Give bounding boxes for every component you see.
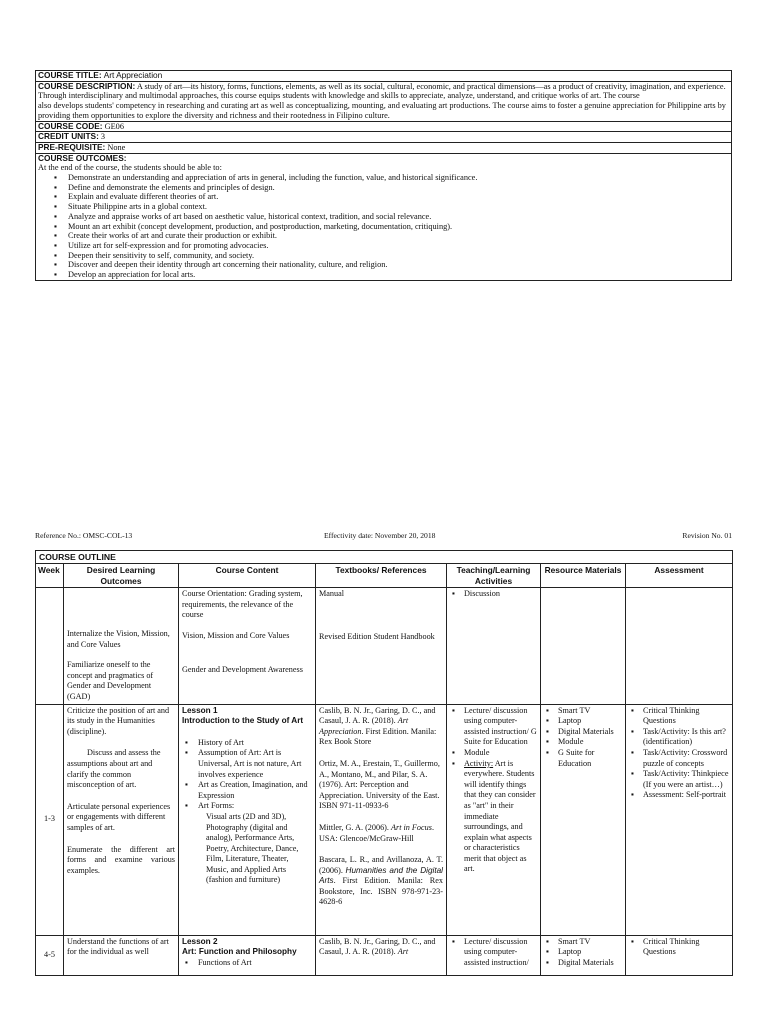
outcome-text: Understand the functions of art for the individual as well [67, 936, 169, 957]
course-code-cell [36, 121, 732, 132]
course-outcomes-list [38, 173, 729, 280]
outcome-text: Familiarize oneself to the concept and pragmatics of Gender and Development (GAD) [67, 660, 154, 701]
course-code-label: COURSE CODE: [38, 120, 103, 131]
course-description-line2: Through interdisciplinary and multimodal approaches, this course equips students with knowledge and skills to appreciate, analyze, understand, and critique works of art. The course [38, 91, 640, 101]
credit-units-cell [36, 132, 732, 143]
reference-entry [319, 855, 443, 908]
reference-title: Humanities and the Digital Arts [319, 865, 443, 886]
header-assessment: Assessment [626, 564, 733, 588]
learning-outcomes-cell [64, 935, 179, 975]
topic-item: ▪ History of Art [182, 738, 312, 749]
resources-cell [541, 588, 626, 705]
activities-list [450, 589, 537, 600]
activity-item: ▪ Lecture/ discussion using computer-assisted instruction/ [450, 937, 537, 969]
content-text: Vision, Mission and Core Values [182, 630, 290, 640]
course-outline-title-row [36, 551, 733, 564]
references-cell [316, 704, 447, 935]
outcome-item: ▪ Mount an art exhibit (concept development, production, and postproduction, marketing, documentation, critiquing). [38, 222, 729, 232]
activity-item: ▪ Module [450, 748, 537, 759]
outcome-item: ▪ Define and demonstrate the elements and principles of design. [38, 183, 729, 193]
resource-item: ▪ Digital Materials [544, 958, 622, 969]
course-title-row [36, 71, 732, 82]
activity-text: Art is everywhere. Students will identify things that they can consider as "art" in their immediate surroundings, and explain what aspects or characteristics merit that object as art. [464, 758, 536, 874]
prerequisite-cell [36, 142, 732, 153]
resource-item: ▪ Laptop [544, 947, 622, 958]
assessment-list [629, 937, 729, 958]
outcome-text: Internalize the Vision, Mission, and Core Values [67, 629, 170, 649]
reference-title: Art [397, 947, 409, 957]
resource-item: ▪ G Suite for Education [544, 748, 622, 769]
resources-list [544, 937, 622, 969]
learning-outcomes-cell [64, 588, 179, 705]
activity-item: ▪ Lecture/ discussion using computer-assisted instruction/ G Suite for Education [450, 706, 537, 748]
prerequisite-label: PRE-REQUISITE: [38, 141, 106, 152]
topics-list [182, 738, 312, 886]
assessment-item: ▪ Assessment: Self-portrait [629, 790, 729, 801]
revision-number: Revision No. 01 [682, 531, 732, 540]
outcome-text: Discuss and assess the assumptions about art and clarify the common misconception of art. [67, 748, 161, 790]
reference-publisher: . First Edition. Manila: Rex Bookstore, Inc. ISBN 978-971-23-4628-6 [319, 876, 443, 907]
reference-publisher: . First Edition. Manila: Rex Book Store [319, 726, 437, 747]
topic-item: ▪ Art as Creation, Imagination, and Expression [182, 780, 312, 801]
lesson-title: Introduction to the Study of Art [182, 716, 304, 726]
course-title-label: COURSE TITLE: [38, 70, 102, 80]
lesson-number: Lesson 1 [182, 705, 218, 715]
header-learning-outcomes: Desired Learning Outcomes [64, 564, 179, 588]
reference-entry [319, 823, 443, 844]
outline-row-orientation [36, 588, 733, 705]
credit-units-label: CREDIT UNITS: [38, 131, 99, 142]
outcome-item: ▪ Utilize art for self-expression and for promoting advocacies. [38, 241, 729, 251]
activities-cell [447, 704, 541, 935]
activity-item [450, 759, 537, 876]
resources-cell [541, 935, 626, 975]
reference-authors: Mittler, G. A. (2006). [319, 822, 389, 832]
reference-text: Manual [319, 589, 345, 598]
course-description-label: COURSE DESCRIPTION: [38, 80, 136, 91]
reference-text: Revised Edition Student Handbook [319, 631, 435, 641]
outcome-item: ▪ Discover and deepen their identity through art concerning their nationality, culture, and religion. [38, 260, 729, 270]
resource-item: ▪ Smart TV [544, 706, 622, 717]
content-text: Gender and Development Awareness [182, 665, 303, 675]
outcome-text: Articulate personal experiences or engagements with different samples of art. [67, 801, 171, 832]
lesson-number: Lesson 2 [182, 936, 218, 946]
topic-item [182, 801, 312, 886]
assessment-cell [626, 588, 733, 705]
outcome-text: Enumerate the different art forms and examine various examples. [67, 844, 175, 875]
outcome-item: ▪ Develop an appreciation for local arts. [38, 270, 729, 280]
content-text: Course Orientation: Grading system, requirements, the relevance of the course [182, 589, 303, 620]
header-course-content: Course Content [179, 564, 316, 588]
header-references: Textbooks/ References [316, 564, 447, 588]
outcome-item: ▪ Explain and evaluate different theories of art. [38, 192, 729, 202]
prerequisite-value: None [107, 142, 126, 152]
assessment-list [629, 706, 729, 801]
course-code-row [36, 121, 732, 132]
topic-label: Art Forms: [198, 801, 235, 811]
prerequisite-row [36, 142, 732, 153]
course-description-row [36, 81, 732, 121]
topic-item: ▪ Assumption of Art: Art is Universal, Art is not nature, Art involves experience [182, 748, 312, 780]
resource-item: ▪ Laptop [544, 716, 622, 727]
course-outcomes-row [36, 153, 732, 280]
topics-list [182, 958, 312, 969]
course-description-cell [36, 81, 732, 121]
outcome-item: ▪ Deepen their sensitivity to self, community, and society. [38, 251, 729, 261]
course-code-value: GE06 [104, 121, 124, 131]
week-number: 1-3 [36, 704, 64, 935]
reference-authors: Caslib, B. N. Jr., Garing, D. C., and Casaul, J. A. R. (2018). [319, 705, 436, 726]
course-description-line4: providing them opportunities to explore the diversity and richness and their rootedness in Filipino culture. [38, 110, 390, 120]
reference-authors: Bascara, L. R., and Avillanoza, A. T. (2006). [319, 855, 443, 875]
course-content-cell [179, 704, 316, 935]
assessment-item: ▪ Critical Thinking Questions [629, 706, 729, 727]
assessment-item: ▪ Critical Thinking Questions [629, 937, 729, 958]
assessment-cell [626, 704, 733, 935]
resource-item: ▪ Digital Materials [544, 727, 622, 738]
course-content-cell [179, 588, 316, 705]
reference-authors: Caslib, B. N. Jr., Garing, D. C., and Casaul, J. A. R. (2018). [319, 936, 436, 957]
topic-subtext: Visual arts (2D and 3D), Photography (digital and analog), Performance Arts, Poetry, Architecture, Dance, Film, Literature, Theater, Music, and Applied Arts (fashion and furniture) [206, 811, 299, 885]
course-outcomes-label: COURSE OUTCOMES: [38, 152, 127, 163]
assessment-item: ▪ Task/Activity: Crossword puzzle of concepts [629, 748, 729, 769]
lesson-title: Art: Function and Philosophy [182, 947, 297, 957]
reference-entry [319, 706, 443, 748]
header-resources: Resource Materials [541, 564, 626, 588]
activities-cell [447, 935, 541, 975]
course-description-line3: also develops students' competency in researching and curating art as well as conceptualizing, mounting, and evaluating art productions. The course aims to foster a genuine appreciation for Philippine arts by [38, 101, 726, 111]
resources-cell [541, 704, 626, 935]
header-activities: Teaching/Learning Activities [447, 564, 541, 588]
activity-item: ▪ Discussion [450, 589, 537, 600]
reference-publisher: . USA: Glencoe/McGraw-Hill [319, 822, 434, 843]
course-info-table [35, 70, 732, 281]
assessment-item: ▪ Task/Activity: Is this art? (identification) [629, 727, 729, 748]
resource-item: ▪ Smart TV [544, 937, 622, 948]
outcome-text: Criticize the position of art and its study in the Humanities (discipline). [67, 705, 170, 736]
course-content-cell [179, 935, 316, 975]
assessment-item: ▪ Task/Activity: Thinkpiece (If you were an artist…) [629, 769, 729, 790]
resources-list [544, 706, 622, 770]
week-number: 4-5 [36, 935, 64, 975]
reference-title: Art Appreciation [319, 716, 409, 736]
assessment-cell [626, 935, 733, 975]
effectivity-date: Effectivity date: November 20, 2018 [324, 531, 436, 540]
course-title-value: Art Appreciation [103, 70, 163, 80]
outline-row-lesson1 [36, 704, 733, 935]
topic-item: ▪ Functions of Art [182, 958, 312, 969]
activity-label: Activity: [464, 758, 494, 768]
references-cell [316, 935, 447, 975]
outline-row-lesson2 [36, 935, 733, 975]
credit-units-row [36, 132, 732, 143]
course-title-cell [36, 71, 732, 82]
activities-cell [447, 588, 541, 705]
header-week: Week [36, 564, 64, 588]
resource-item: ▪ Module [544, 737, 622, 748]
course-outline-table [35, 550, 733, 976]
outline-header-row [36, 564, 733, 588]
reference-number: Reference No.: OMSC-COL-13 [35, 531, 133, 540]
outcome-item: ▪ Situate Philippine arts in a global context. [38, 202, 729, 212]
learning-outcomes-cell [64, 704, 179, 935]
course-outcomes-cell [36, 153, 732, 280]
course-outline-title: COURSE OUTLINE [36, 551, 733, 564]
references-cell [316, 588, 447, 705]
activities-list [450, 706, 537, 876]
reference-entry: Ortiz, M. A., Erestain, T., Guillermo, A., Montano, M., and Pilar, S. A. (1976). Art: Perception and Appreciation. University of the East. ISBN 971-11-0933-6 [319, 758, 440, 811]
course-description-line1: A study of art—its history, forms, functions, elements, as well as its social, cultural, economic, and practical dimensions—as a product of creativity, imagination, and experience. [136, 81, 726, 91]
outcome-item: ▪ Analyze and appraise works of art based on aesthetic value, historical context, tradition, and social relevance. [38, 212, 729, 222]
document-reference-line [35, 531, 732, 543]
outcome-item: ▪ Create their works of art and curate their production or exhibit. [38, 231, 729, 241]
credit-units-value: 3 [100, 132, 106, 142]
week-cell [36, 588, 64, 705]
course-outcomes-intro: At the end of the course, the students should be able to: [38, 163, 222, 173]
outcome-item: ▪ Demonstrate an understanding and appreciation of arts in general, including the function, value, and historical significance. [38, 173, 729, 183]
reference-title: Art in Focus [391, 822, 432, 832]
activities-list [450, 937, 537, 969]
